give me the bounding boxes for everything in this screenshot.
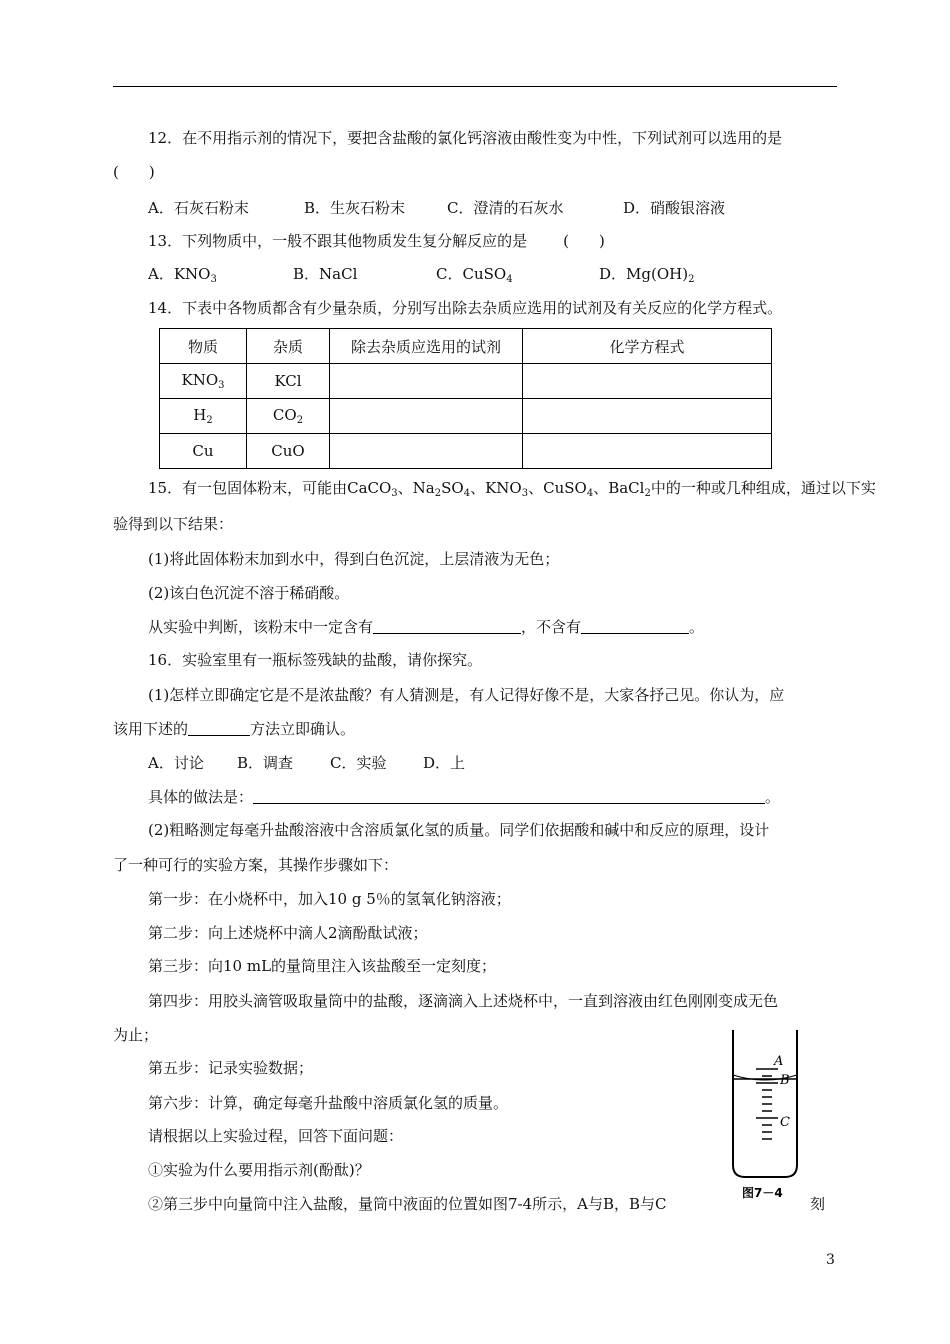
q16-step-5: 第五步：记录实验数据； (148, 1059, 314, 1077)
cell-reagent-blank[interactable] (330, 399, 523, 434)
q15-seg: 中的一种或几种组成，通过以下实 (650, 479, 876, 497)
table-header-row (160, 329, 772, 364)
table-row (160, 399, 772, 434)
q12-option-c: C．澄清的石灰水 (447, 199, 564, 217)
q16-part1-text: 方法立即确认。 (250, 720, 356, 738)
q13-text (148, 231, 605, 251)
header-equation: 化学方程式 (523, 329, 772, 364)
cell-sub: 3 (218, 380, 225, 391)
q16-ask: 请根据以上实验过程，回答下面问题： (148, 1127, 404, 1145)
cell-impurity: CuO (247, 434, 330, 469)
q16-step-4-line1: 第四步：用胶头滴管吸取量筒中的盐酸，逐滴滴入上述烧杯中，一直到溶液由红色刚刚变成无色 (148, 992, 779, 1010)
label-b: B (780, 1073, 790, 1088)
q15-sub: 3 (391, 488, 398, 499)
cell-sub: 2 (296, 415, 304, 426)
q15-conclusion-b: ，不含有 (521, 618, 582, 636)
header-substance: 物质 (160, 329, 247, 364)
cell-equation-blank[interactable] (523, 399, 772, 434)
cell-reagent-blank[interactable] (330, 434, 523, 469)
q15-conclusion-a: 从实验中判断，该粉末中一定含有 (148, 618, 374, 636)
q15-seg: 、BaCl (593, 479, 645, 497)
cell-equation-blank[interactable] (523, 434, 772, 469)
q16-method (148, 787, 780, 807)
q15-text (148, 478, 876, 504)
q16-part2-line2: 了一种可行的实验方案，其操作步骤如下： (113, 856, 399, 874)
label-a: A (774, 1054, 784, 1069)
table-row (160, 364, 772, 399)
q15-sub: 2 (434, 488, 442, 499)
answer-blank[interactable] (188, 719, 250, 736)
table-row (160, 434, 772, 469)
q15-sub: 4 (586, 488, 594, 499)
q16-step-6: 第六步：计算，确定每毫升盐酸中溶质氯化氢的质量。 (148, 1094, 509, 1112)
q16-step-4-line2: 为止； (113, 1026, 159, 1044)
cell-equation-blank[interactable] (523, 364, 772, 399)
cell-text: H (193, 406, 207, 424)
measuring-cylinder-figure (718, 1025, 828, 1205)
q16-step-3: 第三步：向10 mL的量筒里注入该盐酸至一定刻度； (148, 957, 497, 975)
q13-option-d (599, 264, 694, 290)
q16-option-d: D．上 (423, 754, 466, 772)
q16-option-b: B．调查 (237, 754, 294, 772)
q13-stem: 13．下列物质中，一般不跟其他物质发生复分解反应的是 (148, 232, 528, 250)
page-number: 3 (826, 1252, 835, 1268)
q13-option-d-sub: 2 (688, 274, 695, 285)
q13-option-c-sub: 4 (506, 274, 513, 285)
q15-seg: 15．有一包固体粉末，可能由CaCO (148, 479, 392, 497)
q15-seg: 、KNO (470, 479, 522, 497)
q15-result-1: (1)将此固体粉末加到水中，得到白色沉淀，上层清液为无色； (148, 550, 560, 568)
cell-sub: 2 (206, 415, 213, 426)
q15-result-2: (2)该白色沉淀不溶于稀硝酸。 (148, 584, 350, 602)
q16-part2-line1: (2)粗略测定每毫升盐酸溶液中含溶质氯化氢的质量。同学们依据酸和碱中和反应的原理，设计 (148, 821, 770, 839)
answer-blank[interactable] (373, 617, 521, 634)
q16-method-label: 具体的做法是： (148, 788, 254, 806)
figure-caption: 图7－4 (742, 1186, 783, 1200)
q13-option-a (148, 264, 217, 290)
q13-option-b: B．NaCl (293, 265, 358, 283)
q16-option-c: C．实验 (330, 754, 387, 772)
cell-substance: Cu (160, 434, 247, 469)
q12-option-d: D．硝酸银溶液 (623, 199, 726, 217)
q15-sub: 2 (644, 488, 651, 499)
cell-text: CO (272, 406, 297, 424)
q16-part1-line2 (113, 719, 355, 739)
q13-option-d-text: D．Mg(OH) (599, 265, 689, 283)
q15-sub: 4 (463, 488, 471, 499)
q16-part1-text: 该用下述的 (113, 720, 189, 738)
q16-option-a: A．讨论 (148, 754, 204, 772)
q16-step-2: 第二步：向上述烧杯中滴人2滴酚酞试液； (148, 924, 428, 942)
q16-sub-2: ②第三步中向量筒中注入盐酸，量筒中液面的位置如图7-4所示，A与B，B与C (148, 1195, 667, 1213)
q16-intro: 16．实验室里有一瓶标签残缺的盐酸，请你探究。 (148, 651, 483, 669)
answer-blank[interactable] (253, 787, 765, 804)
q14-text: 14．下表中各物质都含有少量杂质，分别写出除去杂质应选用的试剂及有关反应的化学方程式。 (148, 299, 783, 317)
q12-option-b: B．生灰石粉末 (304, 199, 406, 217)
q16-sub-1: ①实验为什么要用指示剂(酚酞)？ (148, 1161, 370, 1179)
header-impurity: 杂质 (247, 329, 330, 364)
q12-answer-paren: ( ) (113, 163, 155, 181)
q12-text: 12．在不用指示剂的情况下，要把含盐酸的氯化钙溶液由酸性变为中性，下列试剂可以选用的是 (148, 129, 783, 147)
q15-seg: 、Na (397, 479, 435, 497)
q16-step-1: 第一步：在小烧杯中，加入10 g 5％的氢氧化钠溶液； (148, 890, 511, 908)
q13-answer-paren: ( ) (563, 232, 605, 250)
q13-option-c (436, 264, 513, 290)
q16-part1-line1: (1)怎样立即确定它是不是浓盐酸？有人猜测是，有人记得好像不是，大家各抒己见。你认为，应 (148, 686, 785, 704)
q15-sub: 3 (521, 488, 529, 499)
q15-seg: 、CuSO (528, 479, 587, 497)
q15-seg: SO (441, 479, 464, 497)
cell-text: KNO (181, 371, 219, 389)
header-reagent: 除去杂质应选用的试剂 (330, 329, 523, 364)
cell-substance (160, 364, 247, 399)
cell-impurity: KCl (247, 364, 330, 399)
q15-conclusion-c: 。 (689, 618, 705, 636)
header-rule (113, 86, 837, 87)
q15-conclusion (148, 617, 704, 637)
answer-blank[interactable] (581, 617, 689, 634)
label-c: C (780, 1115, 790, 1130)
cell-reagent-blank[interactable] (330, 364, 523, 399)
q16-sub-2-end: 刻 (810, 1195, 826, 1213)
q13-option-a-text: A．KNO (148, 265, 211, 283)
q15-line2: 验得到以下结果： (113, 515, 234, 533)
q13-option-c-text: C．CuSO (436, 265, 507, 283)
q12-option-a: A．石灰石粉末 (148, 199, 249, 217)
cell-impurity (247, 399, 330, 434)
q13-option-a-sub: 3 (210, 274, 217, 285)
cell-substance (160, 399, 247, 434)
q16-method-end: 。 (765, 788, 781, 806)
q14-table (159, 328, 772, 469)
